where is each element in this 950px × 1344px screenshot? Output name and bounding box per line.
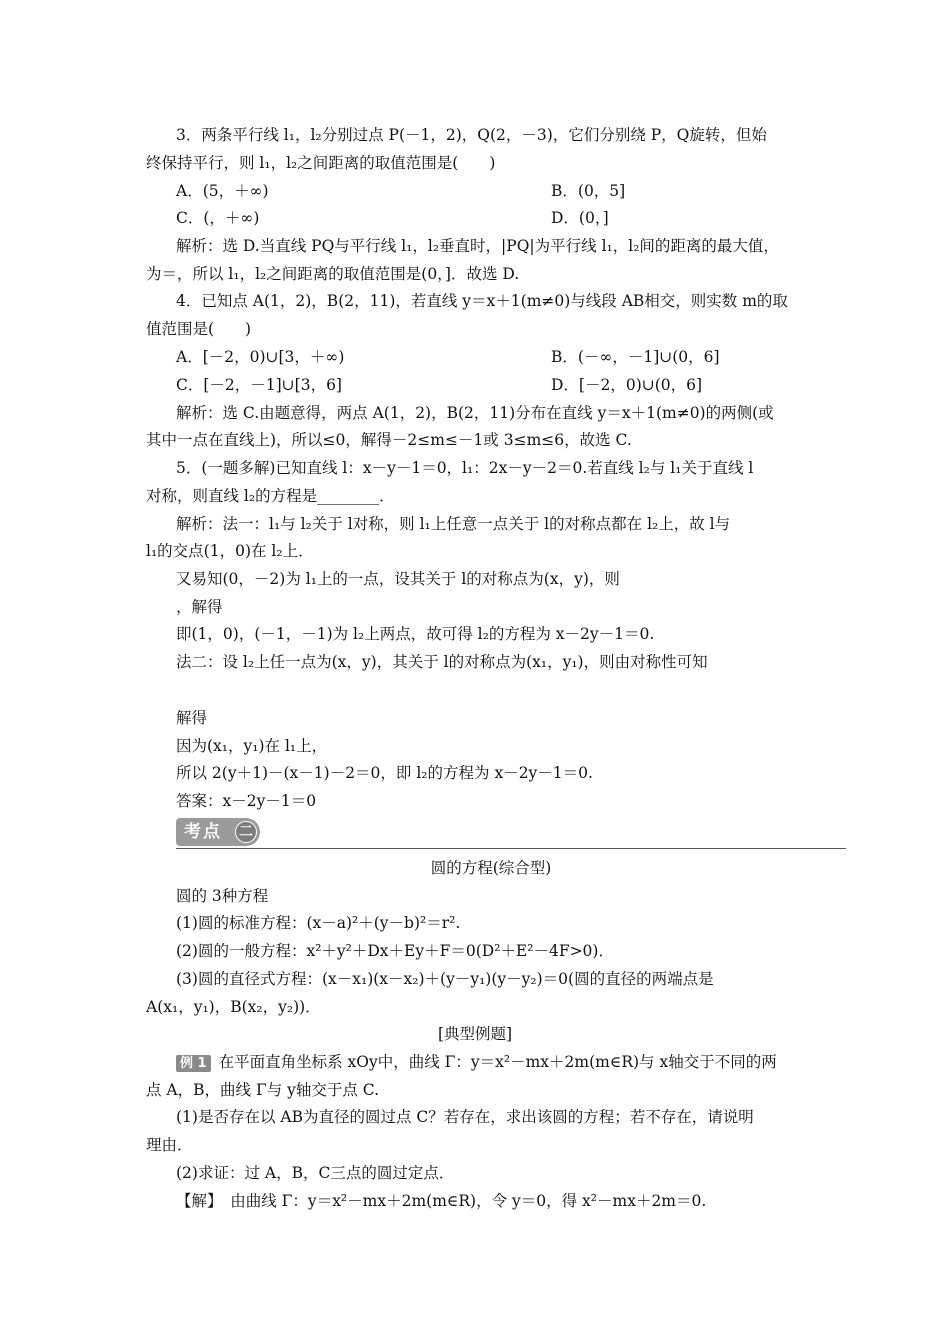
q5-solution-line8: 因为(x₁，y₁)在 l₁上， [176,737,328,755]
circle-diameter-equation-line2: A(x₁，y₁)，B(x₂，y₂))． [146,998,321,1016]
examples-heading: [典型例题] [437,1025,513,1043]
q4-solution-line1: 解析：选 C.由题意得，两点 A(1，2)，B(2，11)分布在直线 y＝x＋1(m≠0)的两侧(或 [176,404,774,422]
q3-option-c: C．(，＋∞) [176,209,260,227]
q4-option-c: C．[－2，－1]∪[3，6] [176,376,342,394]
q3-option-d: D．(0，] [551,209,609,227]
q5-solution-line3: 又易知(0，－2)为 l₁上的一点，设其关于 l的对称点为(x，y)，则 [176,570,620,588]
section-badge-number: 二 [235,821,257,843]
q3-solution-line2: 为＝，所以 l₁，l₂之间距离的取值范围是(0，]．故选 D. [146,265,520,283]
circle-diameter-equation-line1: (3)圆的直径式方程：(x－x₁)(x－x₂)＋(y－y₁)(y－y₂)＝0(圆的直径的两端点是 [176,970,714,988]
q4-solution-line2: 其中一点在直线上)，所以≤0，解得－2≤m≤－1或 3≤m≤6，故选 C. [146,431,632,449]
example-tag: 例 1 [176,1055,211,1072]
section-title: 圆的方程(综合型) [430,859,552,877]
q5-stem-line1: 5．(一题多解)已知直线 l：x－y－1＝0，l₁：2x－y－2＝0.若直线 l₂与 l₁关于直线 l [176,459,754,477]
q3-stem-line2: 终保持平行，则 l₁，l₂之间距离的取值范围是( ) [146,154,496,172]
q5-solution-line7: 解得 [176,709,208,727]
q4-stem-line1: 4．已知点 A(1，2)，B(2，11)，若直线 y＝x＋1(m≠0)与线段 AB相交，则实数 m的取 [176,292,788,310]
circle-general-equation: (2)圆的一般方程：x²＋y²＋Dx＋Ey＋F＝0(D²＋E²－4F>0)． [176,942,614,960]
q4-option-d: D．[－2，0)∪(0，6] [551,376,703,394]
q3-option-b: B．(0，5] [551,182,626,200]
q5-stem-line2: 对称，则直线 l₂的方程是________． [146,487,395,505]
section-badge-label: 考点 [184,822,222,842]
section-badge [176,818,260,846]
section-intro: 圆的 3种方程 [176,887,269,905]
example1-part2: (2)求证：过 A，B，C三点的圆过定点． [176,1164,455,1182]
q4-stem-line2: 值范围是( ) [146,320,252,338]
q5-solution-line1: 解析：法一：l₁与 l₂关于 l对称，则 l₁上任意一点关于 l的对称点都在 l₂上，故 l与 [176,515,731,533]
q4-option-a: A．[－2，0)∪[3，＋∞) [176,348,345,366]
example1-line2: 点 A，B，曲线 Γ与 y轴交于点 C. [146,1081,380,1099]
q5-solution-line2: l₁的交点(1，0)在 l₂上． [146,542,314,560]
example1-solution: 【解】 由曲线 Γ：y＝x²－mx＋2m(m∈R)，令 y＝0，得 x²－mx＋2m＝0. [176,1192,707,1210]
section-divider [176,848,846,849]
q5-solution-line5: 即(1，0)，(－1，－1)为 l₂上两点，故可得 l₂的方程为 x－2y－1＝0. [176,625,655,643]
q5-solution-line9: 所以 2(y＋1)－(x－1)－2＝0，即 l₂的方程为 x－2y－1＝0. [176,764,593,782]
q5-answer: 答案：x－2y－1＝0 [176,792,317,810]
example1-stem: 在平面直角坐标系 xOy中，曲线 Γ：y＝x²－mx＋2m(m∈R)与 x轴交于不同的两 [218,1053,777,1071]
q4-option-b: B．(－∞，－1]∪(0，6] [551,348,720,366]
example1-line1 [176,1052,777,1072]
q5-solution-line4: ，解得 [176,598,223,616]
circle-standard-equation: (1)圆的标准方程：(x－a)²＋(y－b)²＝r². [176,914,461,932]
q3-stem-line1: 3．两条平行线 l₁，l₂分别过点 P(－1，2)，Q(2，－3)，它们分别绕 P，Q旋转，但始 [176,126,767,144]
q3-solution-line1: 解析：选 D.当直线 PQ与平行线 l₁，l₂垂直时，|PQ|为平行线 l₁，l₂间的距离的最大值， [176,237,779,255]
example1-part1-line1: (1)是否存在以 AB为直径的圆过点 C？若存在，求出该圆的方程；若不存在，请说明 [176,1108,754,1126]
q5-solution-line6: 法二：设 l₂上任一点为(x，y)，其关于 l的对称点为(x₁，y₁)，则由对称性可知 [176,653,708,671]
q3-option-a: A．(5，＋∞) [176,182,269,200]
example1-part1-line2: 理由． [146,1136,193,1154]
